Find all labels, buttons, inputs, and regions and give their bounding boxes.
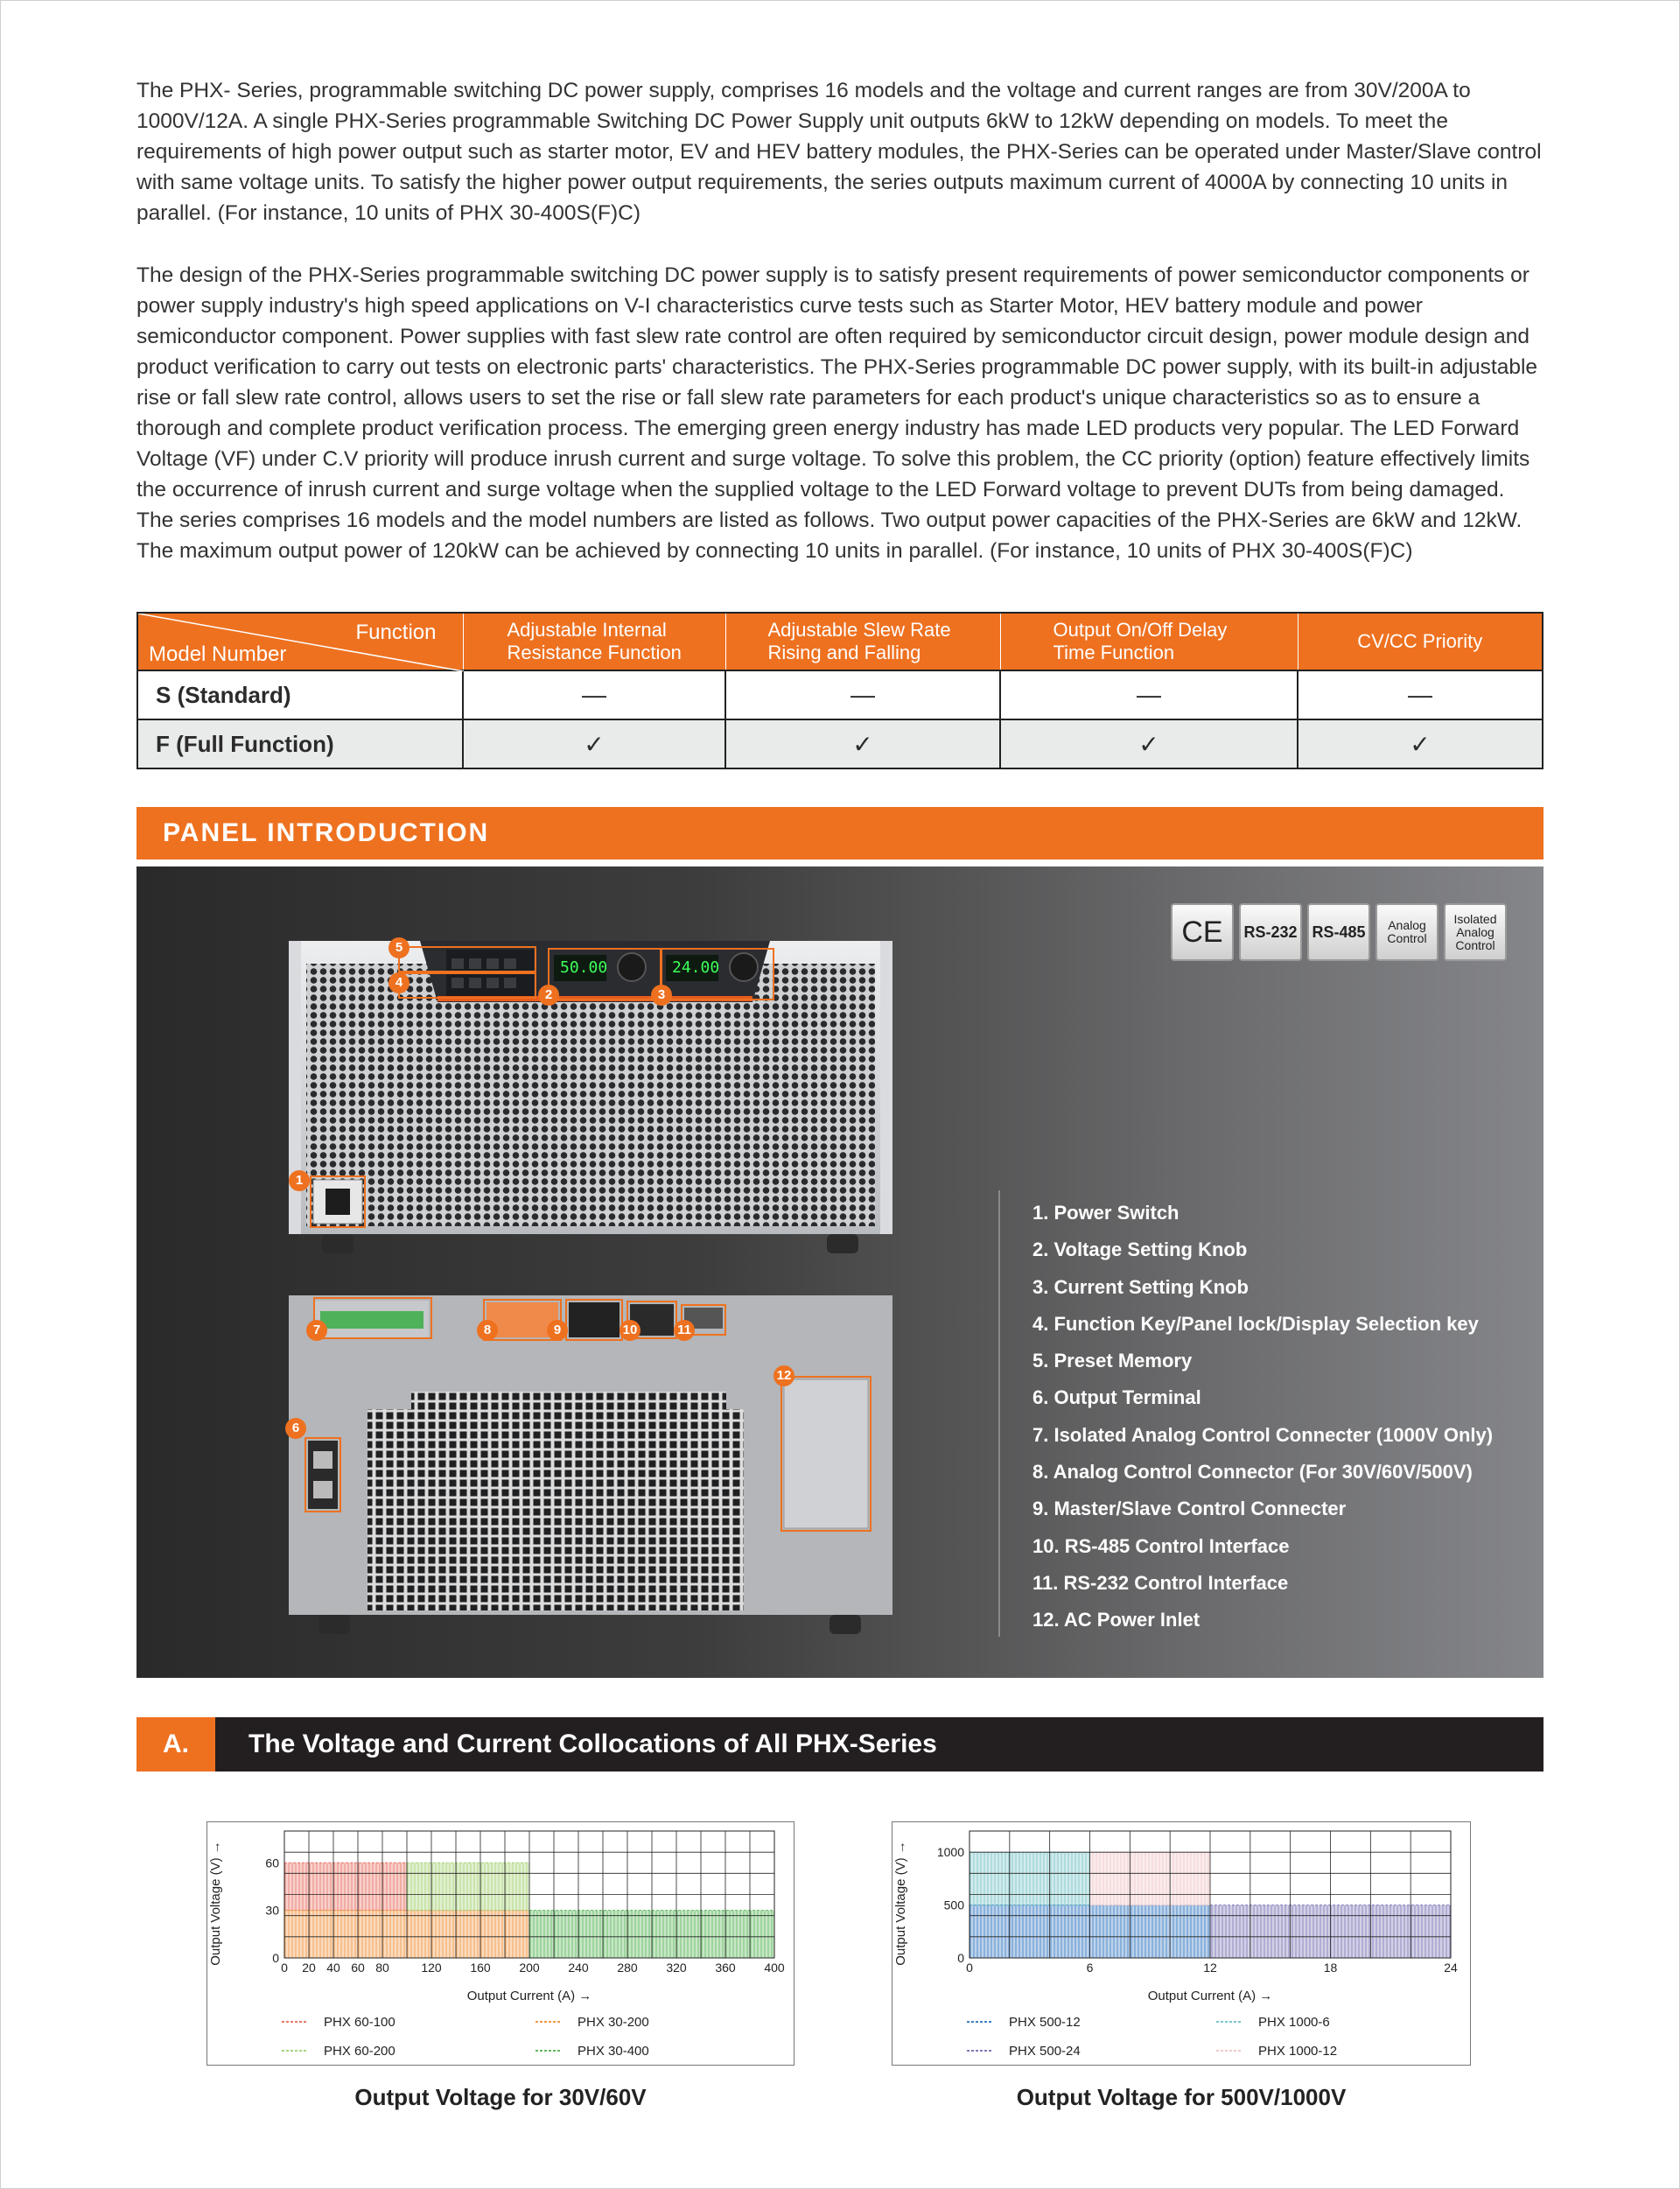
row-label: F (Full Function)	[137, 719, 463, 768]
power-switch-highlight	[310, 1175, 366, 1228]
intro-paragraph-2: The design of the PHX-Series programmable switching DC power supply is to satisfy present requirements of power semiconductor components or power supply industry's high speed applications on V-I characteristics curve tests such as Starter Motor, HEV battery module and power semiconductor component. Power supplies with fast slew rate control are often required by semiconductor circuit design, power module design and product verification to carry out tests on electronic parts' characteristics. The PHX-Series programmable DC power supply, with its built-in adjustable rise or fall slew rate control, allows users to set the rise or fall slew rate parameters for each product's unique characteristics so as to ensure a thorough and complete product verification process. The emerging green energy industry has made LED products very popular. The LED Forward Voltage (VF) under C.V priority will produce inrush current and surge voltage. To solve this problem, the CC priority (option) feature effectively limits the occurrence of inrush current and surge voltage when the supplied voltage to the LED Forward voltage to prevent DUTs from being damaged. The series comprises 16 models and the model numbers are listed as follows. Two output power capacities of the PHX-Series are 6kW and 12kW. The maximum output power of 120kW can be achieved by connecting 10 units in parallel. (For instance, 10 units of PHX 30-400S(F)C)	[136, 263, 1538, 563]
section-a-title: The Voltage and Current Collocations of All PHX-Series	[248, 1729, 937, 1758]
chart-30v-60v-svg	[207, 1822, 795, 2066]
x-axis-label: Output Current (A) →	[466, 1989, 592, 2003]
legend-item: 3. Current Setting Knob	[1032, 1275, 1249, 1298]
x-tick-label: 400	[764, 1961, 785, 1975]
callout-2: 2	[538, 985, 559, 1006]
x-tick-label: 160	[470, 1961, 491, 1975]
header-line: Time Function	[1053, 642, 1175, 663]
legend-label: PHX 60-200	[324, 2044, 396, 2059]
header-slew-rate	[725, 613, 1000, 670]
legend-item: 12. AC Power Inlet	[1032, 1609, 1200, 1631]
x-tick-label: 40	[326, 1961, 340, 1975]
function-table-header	[137, 613, 1543, 670]
x-axis-label: Output Current (A) →	[1147, 1989, 1273, 2003]
x-tick-label: 12	[1203, 1961, 1217, 1975]
current-knob-highlight	[661, 948, 774, 1000]
legend-divider	[998, 1190, 1000, 1637]
callout-4: 4	[388, 972, 410, 993]
preset-memory-highlight	[398, 946, 536, 972]
region-phx-1000-6	[970, 1852, 1090, 1905]
rear-panel-unit	[280, 1295, 901, 1650]
legend-item: 10. RS-485 Control Interface	[1032, 1534, 1290, 1557]
header-line: Adjustable Internal	[507, 619, 667, 641]
rs485-badge: RS-485	[1307, 903, 1370, 961]
region-phx-1000-12	[1090, 1852, 1211, 1905]
ac-inlet-highlight	[780, 1376, 872, 1532]
function-key-highlight	[398, 972, 536, 999]
x-tick-label: 320	[666, 1961, 687, 1975]
table-cell: —	[1000, 670, 1298, 719]
x-tick-label: 280	[617, 1961, 638, 1975]
panel-introduction-area	[136, 866, 1544, 1678]
legend-item: 5. Preset Memory	[1032, 1350, 1193, 1372]
x-tick-label: 0	[966, 1961, 973, 1975]
legend-item: 4. Function Key/Panel lock/Display Selection key	[1032, 1312, 1479, 1335]
current-display: 24.00	[672, 958, 720, 977]
corner-model-label: Model Number	[149, 642, 287, 666]
legend-item: 8. Analog Control Connector (For 30V/60V/500V)	[1032, 1461, 1473, 1484]
callout-10: 10	[620, 1320, 640, 1341]
chart-caption-30v-60v: Output Voltage for 30V/60V	[354, 2084, 647, 2110]
region-phx-60-200	[407, 1863, 529, 1910]
legend-label: PHX 60-100	[324, 2015, 396, 2030]
header-delay-time	[1000, 613, 1298, 670]
rs232-badge: RS-232	[1239, 903, 1302, 961]
legend-label: PHX 1000-6	[1258, 2015, 1330, 2030]
callout-11: 11	[674, 1320, 695, 1341]
header-line: Adjustable Slew Rate	[767, 619, 951, 641]
header-cvcc-priority	[1298, 613, 1543, 670]
chart-30v-60v	[206, 1821, 794, 2066]
table-cell: —	[1298, 670, 1543, 719]
x-tick-label: 240	[568, 1961, 589, 1975]
y-tick-label: 0	[957, 1951, 964, 1965]
y-axis-label: Output Voltage (V) →	[208, 1841, 223, 1966]
ce-mark-badge: CE	[1171, 903, 1234, 961]
row-label: S (Standard)	[137, 670, 463, 719]
master-slave-highlight	[565, 1299, 623, 1341]
x-tick-label: 0	[281, 1961, 288, 1975]
corner-function-label: Function	[355, 621, 437, 644]
x-tick-label: 20	[302, 1961, 316, 1975]
header-line: Rising and Falling	[767, 642, 921, 663]
section-a-tag: A.	[136, 1717, 215, 1772]
callout-3: 3	[651, 985, 672, 1006]
table-cell: —	[463, 670, 725, 719]
callout-1: 1	[289, 1170, 310, 1191]
table-cell: ✓	[1298, 719, 1543, 768]
section-a-header	[136, 1717, 1544, 1772]
output-terminal-highlight	[304, 1437, 341, 1512]
legend-item: 2. Voltage Setting Knob	[1032, 1238, 1248, 1261]
callout-5: 5	[388, 937, 410, 958]
header-line: CV/CC Priority	[1357, 630, 1483, 652]
x-tick-label: 200	[519, 1961, 540, 1975]
x-tick-label: 120	[421, 1961, 442, 1975]
chart-500v-1000v-svg	[892, 1822, 1472, 2066]
legend-label: PHX 500-24	[1009, 2044, 1081, 2059]
isolated-analog-control-badge: Isolated Analog Control	[1444, 903, 1507, 961]
y-tick-label: 30	[265, 1903, 279, 1918]
isolated-analog-highlight	[313, 1297, 432, 1339]
legend-label: PHX 1000-12	[1258, 2044, 1338, 2059]
chart-caption-500v-1000v: Output Voltage for 500V/1000V	[1016, 2084, 1347, 2110]
x-tick-label: 6	[1086, 1961, 1094, 1975]
legend-item: 7. Isolated Analog Control Connecter (1000V Only)	[1032, 1423, 1494, 1446]
table-cell: ✓	[463, 719, 725, 768]
legend-item: 1. Power Switch	[1032, 1202, 1180, 1224]
y-tick-label: 1000	[936, 1845, 964, 1860]
table-cell: —	[725, 670, 1000, 719]
x-tick-label: 360	[715, 1961, 736, 1975]
legend-item: 11. RS-232 Control Interface	[1032, 1571, 1289, 1594]
table-cell: ✓	[725, 719, 1000, 768]
front-panel-unit	[280, 915, 901, 1260]
callout-8: 8	[477, 1320, 498, 1341]
voltage-knob-highlight	[548, 948, 662, 1000]
y-tick-label: 0	[272, 1951, 279, 1965]
callout-12: 12	[774, 1365, 794, 1386]
x-tick-label: 24	[1444, 1961, 1458, 1975]
legend-label: PHX 500-12	[1009, 2015, 1081, 2030]
callout-7: 7	[306, 1320, 327, 1341]
legend-label: PHX 30-400	[578, 2044, 649, 2059]
x-tick-label: 18	[1323, 1961, 1338, 1975]
function-table	[136, 612, 1544, 769]
header-internal-resistance	[463, 613, 725, 670]
region-phx-60-100	[284, 1863, 407, 1910]
panel-introduction-banner: PANEL INTRODUCTION	[136, 807, 1544, 859]
y-tick-label: 60	[265, 1856, 279, 1870]
analog-control-badge: Analog Control	[1376, 903, 1438, 961]
table-cell: ✓	[1000, 719, 1298, 768]
x-tick-label: 60	[351, 1961, 365, 1975]
table-row	[137, 719, 1543, 768]
legend-item: 9. Master/Slave Control Connecter	[1032, 1498, 1347, 1520]
callout-6: 6	[285, 1418, 306, 1439]
chart-500v-1000v	[892, 1821, 1471, 2066]
x-tick-label: 80	[375, 1961, 389, 1975]
y-axis-label: Output Voltage (V) →	[893, 1841, 908, 1966]
legend-label: PHX 30-200	[578, 2015, 649, 2030]
certification-badges	[1171, 903, 1507, 961]
panel-legend-list	[1032, 1195, 1493, 1639]
voltage-display: 50.00	[560, 958, 608, 977]
header-line: Output On/Off Delay	[1053, 619, 1228, 641]
y-tick-label: 500	[943, 1898, 964, 1912]
table-corner-header	[137, 613, 463, 670]
legend-item: 6. Output Terminal	[1032, 1386, 1201, 1409]
table-row	[137, 670, 1543, 719]
intro-paragraph-1: The PHX- Series, programmable switching DC power supply, comprises 16 models and the voltage and current ranges are from 30V/200A to 1000V/12A. A single PHX-Series programmable Switching DC Power Supply unit outputs 6kW to 12kW depending on models. To meet the requirements of high power output such as starter motor, EV and HEV battery modules, the PHX-Series can be operated under Master/Slave control with same voltage units. To satisfy the higher power output requirements, the series outputs maximum current of 4000A by connecting 10 units in parallel. (For instance, 10 units of PHX 30-400S(F)C)	[136, 79, 1542, 225]
header-line: Resistance Function	[507, 642, 682, 663]
callout-9: 9	[547, 1320, 568, 1341]
